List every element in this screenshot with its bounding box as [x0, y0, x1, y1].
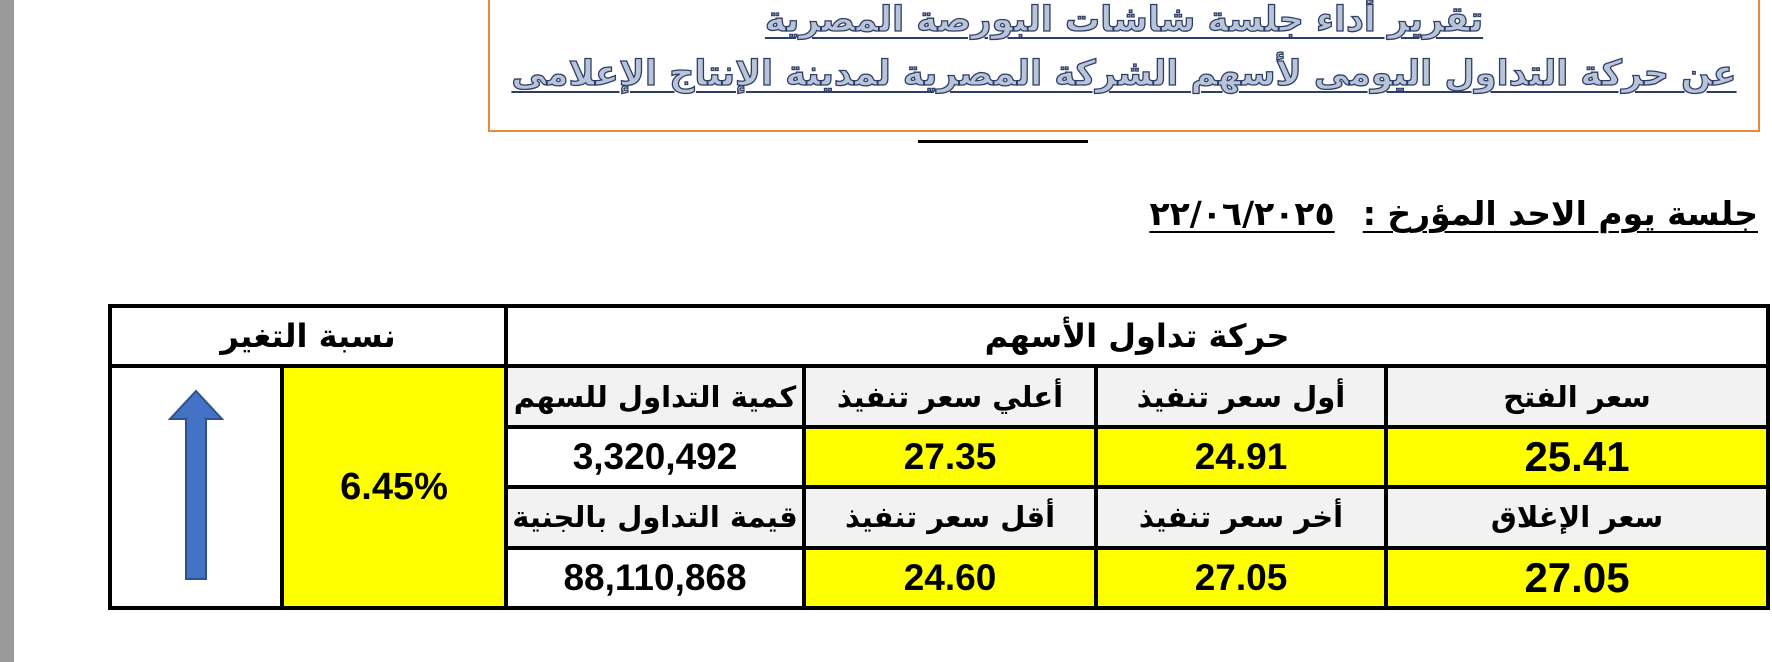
label-trading-volume: كمية التداول للسهم	[506, 366, 804, 426]
session-heading	[1149, 194, 1758, 233]
header-trading-movement: حركة تداول الأسهم	[506, 306, 1768, 366]
table-row	[110, 366, 1768, 426]
table-header-row	[110, 306, 1768, 366]
label-close-price: سعر الإغلاق	[1386, 487, 1768, 547]
title-box	[488, 0, 1760, 132]
arrow-up-icon	[168, 389, 224, 581]
trading-stats-table	[108, 304, 1770, 610]
value-highest-exec-price: 27.35	[804, 427, 1096, 487]
value-trading-volume: 3,320,492	[506, 427, 804, 487]
label-first-exec-price: أول سعر تنفيذ	[1096, 366, 1386, 426]
change-percent: 6.45%	[282, 366, 506, 608]
report-page	[14, 0, 1772, 662]
value-close-price: 27.05	[1386, 548, 1768, 608]
left-border-bar	[0, 0, 14, 662]
change-direction-cell	[110, 366, 282, 608]
label-lowest-exec-price: أقل سعر تنفيذ	[804, 487, 1096, 547]
label-last-exec-price: أخر سعر تنفيذ	[1096, 487, 1386, 547]
header-change-ratio: نسبة التغير	[110, 306, 506, 366]
session-date: ٢٢/٠٦/٢٠٢٥	[1149, 194, 1335, 233]
value-trading-value: 88,110,868	[506, 548, 804, 608]
session-label: جلسة يوم الاحد المؤرخ :	[1362, 194, 1758, 233]
value-lowest-exec-price: 24.60	[804, 548, 1096, 608]
title-separator	[918, 140, 1088, 143]
value-open-price: 25.41	[1386, 427, 1768, 487]
value-last-exec-price: 27.05	[1096, 548, 1386, 608]
label-trading-value: قيمة التداول بالجنية	[506, 487, 804, 547]
label-open-price: سعر الفتح	[1386, 366, 1768, 426]
label-highest-exec-price: أعلي سعر تنفيذ	[804, 366, 1096, 426]
report-subtitle: عن حركة التداول اليومى لأسهم الشركة المصرية لمدينة الإنتاج الإعلامى	[511, 54, 1737, 94]
report-title: تقرير أداء جلسة شاشات البورصة المصرية	[764, 0, 1484, 40]
value-first-exec-price: 24.91	[1096, 427, 1386, 487]
